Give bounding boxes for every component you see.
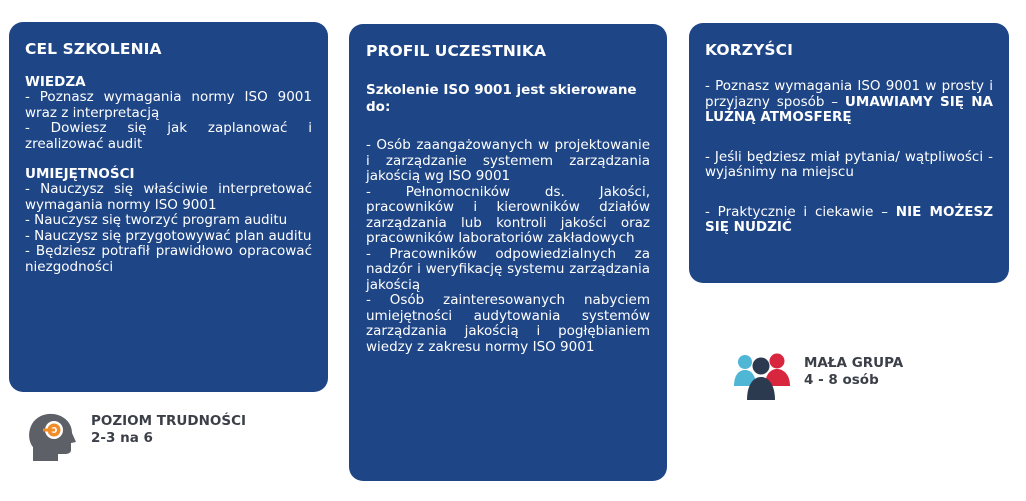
people-group-icon xyxy=(734,350,792,400)
skills-item: - Nauczysz się właściwie interpretować wymagania normy ISO 9001 xyxy=(25,181,312,213)
group-label: MAŁA GRUPA xyxy=(804,355,904,371)
group-value: 4 - 8 osób xyxy=(804,372,879,388)
group-info xyxy=(734,350,954,400)
skills-heading: UMIEJĘTNOŚCI xyxy=(25,166,135,182)
benefit-text: - Poznasz wymagania ISO 9001 w prosty i przyjazny sposób – xyxy=(705,78,993,110)
benefit-item: - Jeśli będziesz miał pytania/ wątpliwości - wyjaśnimy na miejscu xyxy=(705,148,993,180)
benefit-emphasis: UMAWIAMY SIĘ NA LUŹNĄ ATMOSFERĘ xyxy=(705,93,993,125)
skills-item: - Nauczysz się przygotowywać plan auditu xyxy=(25,227,312,244)
profile-item: - Pełnomocników ds. Jakości, pracowników i kierowników działów zarządzania lub kontroli jakości oraz pracowników laboratoriów zakładowych xyxy=(366,183,650,246)
benefit-item xyxy=(705,79,993,126)
benefit-emphasis: NIE MOŻESZ SIĘ NUDZIĆ xyxy=(705,203,993,235)
head-gear-icon xyxy=(27,411,77,461)
profile-item: - Pracowników odpowiedzialnych za nadzór i weryfikację systemu zarządzania jakością xyxy=(366,245,650,293)
knowledge-item: - Poznasz wymagania normy ISO 9001 wraz z interpretacją xyxy=(25,89,312,121)
benefits-title: KORZYŚCI xyxy=(705,41,793,59)
benefits-card xyxy=(689,23,1009,283)
goal-title: CEL SZKOLENIA xyxy=(25,40,162,58)
goal-card xyxy=(9,22,328,392)
knowledge-item: - Dowiesz się jak zaplanować i zrealizować audit xyxy=(25,120,312,152)
difficulty-value: 2-3 na 6 xyxy=(91,430,153,446)
profile-card xyxy=(349,24,667,481)
profile-item: - Osób zaangażowanych w projektowanie i zarządzanie systemem zarządzania jakością wg ISO 9001 xyxy=(366,137,650,184)
profile-item: - Osób zainteresowanych nabyciem umiejętności audytowania systemów zarządzania jakością i pogłębianiem wiedzy z zakresu normy ISO 9001 xyxy=(366,292,650,355)
benefit-text: - Praktycznie i ciekawie – xyxy=(705,203,888,220)
knowledge-heading: WIEDZA xyxy=(25,74,86,90)
profile-title: PROFIL UCZESTNIKA xyxy=(366,42,547,60)
difficulty-info xyxy=(27,411,287,461)
profile-intro: Szkolenie ISO 9001 jest skierowane do: xyxy=(366,82,637,115)
benefit-item xyxy=(705,205,993,236)
skills-item: - Będziesz potrafił prawidłowo opracować niezgodności xyxy=(25,243,312,275)
skills-item: - Nauczysz się tworzyć program auditu xyxy=(25,212,288,228)
difficulty-label: POZIOM TRUDNOŚCI xyxy=(91,413,246,429)
